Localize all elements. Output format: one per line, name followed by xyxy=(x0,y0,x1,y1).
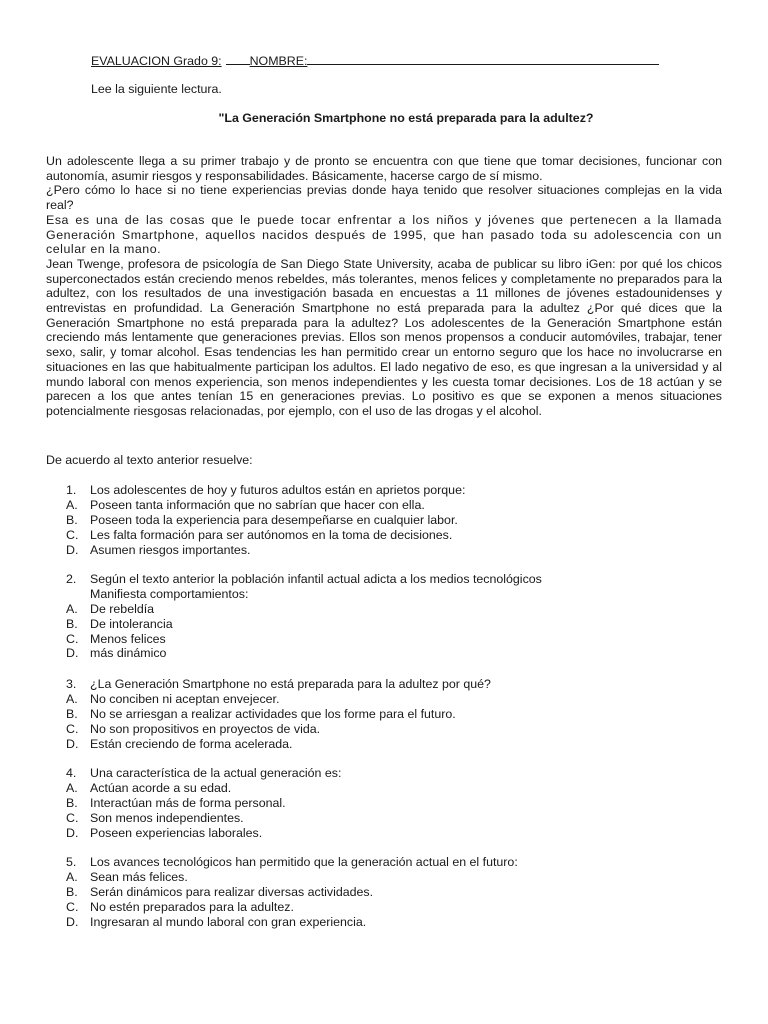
answer-option-a[interactable] xyxy=(66,781,726,796)
name-label: NOMBRE: xyxy=(249,54,308,68)
option-text: Interactúan más de forma personal. xyxy=(90,795,286,810)
question-stem xyxy=(66,855,726,870)
option-letter: D. xyxy=(66,914,79,929)
question-stem xyxy=(66,766,726,781)
answer-option-a[interactable] xyxy=(66,692,726,707)
answer-option-d[interactable] xyxy=(66,826,726,841)
option-letter: D. xyxy=(66,736,79,751)
question-5 xyxy=(66,855,726,929)
option-text: Poseen toda la experiencia para desempeñarse en cualquier labor. xyxy=(90,512,458,527)
option-letter: B. xyxy=(66,512,78,527)
question-text: Una característica de la actual generación es: xyxy=(90,766,342,780)
answer-option-c[interactable] xyxy=(66,722,726,737)
answer-option-a[interactable] xyxy=(66,498,726,513)
option-letter: C. xyxy=(66,527,79,542)
question-3 xyxy=(66,677,726,751)
answer-option-b[interactable] xyxy=(66,796,726,811)
question-text-continuation: Manifiesta comportamientos: xyxy=(90,586,249,601)
question-2 xyxy=(66,572,726,661)
option-text: Les falta formación para ser autónomos en la toma de decisiones. xyxy=(90,527,453,542)
reading-title: "La Generación Smartphone no está preparada para la adultez? xyxy=(218,111,594,125)
question-stem xyxy=(66,483,726,498)
option-letter: D. xyxy=(66,646,79,661)
question-text: Según el texto anterior la población infantil actual adicta a los medios tecnológicos xyxy=(90,572,542,586)
exam-header xyxy=(91,52,659,69)
answer-option-d[interactable] xyxy=(66,737,726,752)
answer-option-d[interactable] xyxy=(66,646,726,661)
question-4 xyxy=(66,766,726,840)
grade-label: EVALUACION Grado 9: xyxy=(91,54,222,68)
question-1 xyxy=(66,483,726,557)
option-letter: A. xyxy=(66,497,78,512)
questions-prompt: De acuerdo al texto anterior resuelve: xyxy=(46,453,253,467)
option-letter: A. xyxy=(66,869,78,884)
option-letter: C. xyxy=(66,631,79,646)
option-text: Ingresaran al mundo laboral con gran experiencia. xyxy=(90,914,367,929)
question-stem xyxy=(66,677,726,692)
question-number: 1. xyxy=(66,483,77,497)
option-letter: A. xyxy=(66,601,78,616)
question-number: 3. xyxy=(66,677,77,691)
question-text: Los adolescentes de hoy y futuros adultos están en aprietos porque: xyxy=(90,483,466,497)
grade-blank[interactable] xyxy=(226,52,250,65)
answer-option-c[interactable] xyxy=(66,900,726,915)
option-text: Asumen riesgos importantes. xyxy=(90,542,251,557)
answer-option-b[interactable] xyxy=(66,885,726,900)
option-text: Son menos independientes. xyxy=(90,810,244,825)
option-text: No estén preparados para la adultez. xyxy=(90,899,294,914)
name-blank[interactable] xyxy=(307,52,659,65)
option-text: Poseen experiencias laborales. xyxy=(90,825,263,840)
answer-option-b[interactable] xyxy=(66,617,726,632)
option-text: Están creciendo de forma acelerada. xyxy=(90,736,293,751)
reading-paragraph: Esa es una de las cosas que le puede tocar enfrentar a los niños y jóvenes que pertenecen a la llamada Generación Smartphone, aquellos nacidos después de 1995, que han pasado toda su adolescencia con un celular en la mano. xyxy=(46,212,722,257)
answer-option-a[interactable] xyxy=(66,870,726,885)
question-text: ¿La Generación Smartphone no está preparada para la adultez por qué? xyxy=(90,677,491,691)
answer-option-c[interactable] xyxy=(66,528,726,543)
option-letter: B. xyxy=(66,795,78,810)
question-number: 5. xyxy=(66,855,77,869)
option-letter: A. xyxy=(66,691,78,706)
option-letter: B. xyxy=(66,706,78,721)
option-text: más dinámico xyxy=(90,646,167,661)
option-letter: C. xyxy=(66,721,79,736)
answer-option-d[interactable] xyxy=(66,915,726,930)
option-text: Actúan acorde a su edad. xyxy=(90,780,232,795)
question-stem xyxy=(66,572,726,587)
answer-option-c[interactable] xyxy=(66,632,726,647)
option-letter: C. xyxy=(66,810,79,825)
option-letter: A. xyxy=(66,780,78,795)
answer-option-d[interactable] xyxy=(66,543,726,558)
question-number: 2. xyxy=(66,572,77,586)
question-number: 4. xyxy=(66,766,77,780)
option-text: Poseen tanta información que no sabrían que hacer con ella. xyxy=(90,497,425,512)
reading-passage xyxy=(46,154,722,419)
option-letter: B. xyxy=(66,884,78,899)
option-text: De rebeldía xyxy=(90,601,155,616)
answer-option-b[interactable] xyxy=(66,513,726,528)
reading-paragraph: ¿Pero cómo lo hace si no tiene experiencias previas donde haya tenido que resolver situaciones complejas en la vida real? xyxy=(46,183,722,213)
answer-option-c[interactable] xyxy=(66,811,726,826)
option-letter: D. xyxy=(66,542,79,557)
option-letter: D. xyxy=(66,825,79,840)
option-letter: C. xyxy=(66,899,79,914)
reading-paragraph: Jean Twenge, profesora de psicología de San Diego State University, acaba de publicar su libro iGen: por qué los chicos superconectados están creciendo menos rebeldes, más tolerantes, menos felices y completamente no preparados para la adultez, con los resultados de una investigación basada en encuestas a 11 millones de jóvenes estadounidenses y entrevistas en profundidad. La Generación Smartphone no está preparada para la adultez ¿Por qué dices que la Generación Smartphone no está preparada para la adultez? Los adolescentes de la Generación Smartphone están creciendo más lentamente que generaciones previas. Ellos son menos propensos a conducir automóviles, trabajar, tener sexo, salir, y tomar alcohol. Esas tendencias les han permitido crear un entorno seguro que los hace no involucrarse en situaciones en las que habitualmente participan los adultos. El lado negativo de eso, es que ingresan a la universidad y al mundo laboral con menos experiencia, son menos independientes y les cuesta tomar decisiones. Los de 18 actúan y se parecen a los que antes tenían 15 en generaciones previas. Lo positivo es que se exponen a menos situaciones potencialmente riesgosas relacionadas, por ejemplo, con el uso de las drogas y el alcohol. xyxy=(46,256,722,418)
option-text: No son propositivos en proyectos de vida. xyxy=(90,721,321,736)
question-text: Los avances tecnológicos han permitido que la generación actual en el futuro: xyxy=(90,855,518,869)
reading-paragraph: Un adolescente llega a su primer trabajo y de pronto se encuentra con que tiene que tomar decisiones, funcionar con autonomía, asumir riesgos y responsabilidades. Básicamente, hacerse cargo de sí mismo. xyxy=(46,154,722,183)
option-text: De intolerancia xyxy=(90,616,173,631)
answer-option-b[interactable] xyxy=(66,707,726,722)
option-text: Serán dinámicos para realizar diversas actividades. xyxy=(90,884,374,899)
answer-option-a[interactable] xyxy=(66,602,726,617)
option-text: No conciben ni aceptan envejecer. xyxy=(90,691,280,706)
option-text: Menos felices xyxy=(90,631,166,646)
option-letter: B. xyxy=(66,616,78,631)
option-text: No se arriesgan a realizar actividades que los forme para el futuro. xyxy=(90,706,456,721)
option-text: Sean más felices. xyxy=(90,869,188,884)
reading-instruction: Lee la siguiente lectura. xyxy=(91,82,222,96)
